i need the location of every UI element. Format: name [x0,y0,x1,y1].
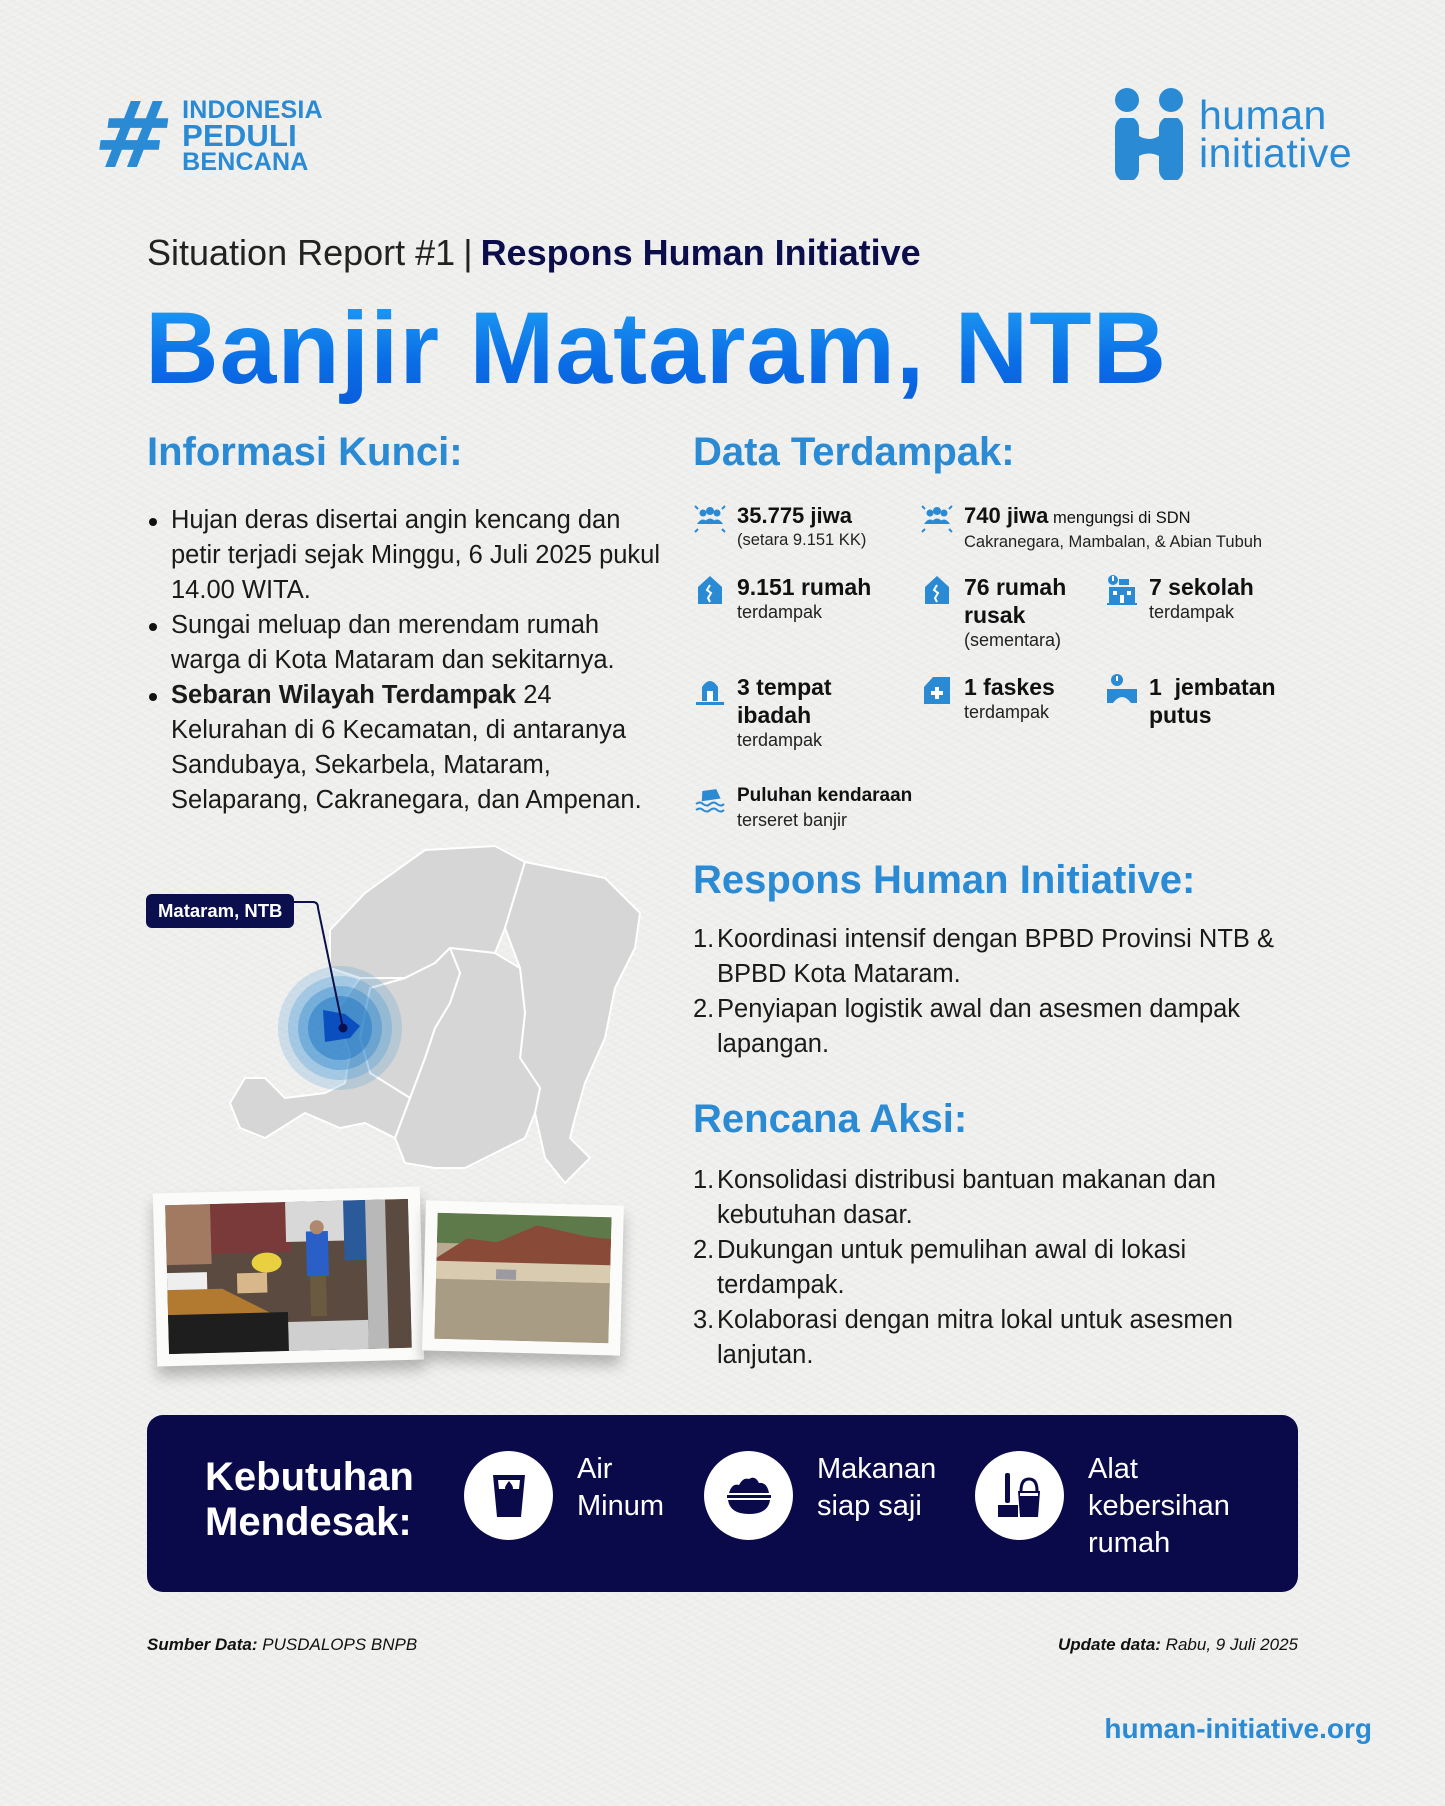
stat-affected-houses: 9.151 rumah terdampak [693,573,871,623]
logo-line-1: INDONESIA [182,96,323,124]
logo-line-2: PEDULI [182,118,297,153]
need-cleaning-tools: Alat kebersihan rumah [975,1451,1230,1562]
affected-data-heading: Data Terdampak: [693,430,1015,474]
photo-image [434,1213,611,1344]
data-source: Sumber Data: PUSDALOPS BNPB [147,1635,418,1654]
people-icon [693,502,727,536]
health-facility-icon [920,673,954,707]
response-item: 2. Penyiapan logistik awal dan asesmen dampak lapangan. [693,995,1241,1058]
action-plan-item: 3. Kolaborasi dengan mitra lokal untuk asesmen lanjutan. [693,1306,1233,1369]
action-plan-item: 1. Konsolidasi distribusi bantuan makanan dan kebutuhan dasar. [693,1166,1216,1229]
need-ready-meals: Makanan siap saji [704,1451,936,1540]
map-location-label: Mataram, NTB [146,894,294,928]
urgent-needs-title: Kebutuhan Mendesak: [205,1455,414,1544]
logo-word-human: human [1199,92,1327,138]
action-plan-heading: Rencana Aksi: [693,1097,968,1141]
stat-schools: 7 sekolah terdampak [1105,573,1254,623]
stat-health-facility: 1 faskes terdampak [920,673,1055,723]
key-info-list [147,503,662,818]
human-initiative-logo [1113,88,1352,180]
food-bowl-icon [724,1476,774,1516]
flood-photo-interior [153,1187,424,1367]
bridge-icon [1105,673,1139,707]
damaged-house-icon [920,573,954,607]
response-heading: Respons Human Initiative: [693,858,1196,902]
response-item: 1. Koordinasi intensif dengan BPBD Provinsi NTB & BPBD Kota Mataram. [693,925,1275,988]
lombok-map [195,838,645,1198]
update-date: Update data: Rabu, 9 Juli 2025 [1057,1635,1298,1654]
stat-damaged-houses: 76 rumah rusak (sementara) [920,573,1090,651]
key-info-item: Hujan deras disertai angin kencang dan petir terjadi sejak Minggu, 6 Juli 2025 pukul 14.00 WITA. [147,503,662,608]
damaged-house-icon [693,573,727,607]
report-subtitle [147,232,921,274]
school-icon [1105,573,1139,607]
need-drinking-water: Air Minum [464,1451,664,1540]
key-info-heading: Informasi Kunci: [147,430,463,474]
stat-evacuees: 740 jiwa mengungsi di SDN Cakranegara, Mambalan, & Abian Tubuh [920,502,1262,553]
action-plan-list [693,1163,1303,1373]
response-list [693,922,1303,1062]
action-plan-item: 2. Dukungan untuk pemulihan awal di lokasi terdampak. [693,1236,1187,1299]
website-link[interactable]: human-initiative.org [1104,1713,1372,1744]
water-glass-icon [489,1473,529,1519]
photo-image [165,1199,412,1354]
flood-photo-street [422,1200,624,1355]
key-info-item: Sungai meluap dan merendam rumah warga di Kota Mataram dan sekitarnya. [147,608,662,678]
stat-vehicles: Puluhan kendaraan terseret banjir [693,782,912,831]
cleaning-tools-icon [996,1471,1044,1521]
page-title: Banjir Mataram, NTB [145,291,1168,405]
subtitle-separator: | [463,232,473,273]
hi-logo-mark-icon [1113,88,1185,180]
stat-broken-bridge: 1 jembatan putus [1105,673,1305,729]
flooded-car-icon [693,782,727,816]
subtitle-report-number: Situation Report #1 [147,232,456,273]
hashtag-icon: # [87,82,180,189]
key-info-item: Sebaran Wilayah Terdampak 24 Kelurahan di 6 Kecamatan, di antaranya Sandubaya, Sekarbela, Mataram, Selaparang, Cakranegara, dan Ampenan. [147,678,662,818]
urgent-needs-banner [147,1415,1298,1592]
people-icon [920,502,954,536]
logo-word-initiative: initiative [1199,130,1353,176]
mosque-icon [693,673,727,707]
stat-affected-people: 35.775 jiwa (setara 9.151 KK) [693,502,866,551]
stat-worship-places: 3 tempat ibadah terdampak [693,673,863,751]
logo-line-3: BENCANA [182,148,309,176]
indonesia-peduli-bencana-logo [87,82,323,189]
subtitle-response: Respons Human Initiative [480,232,921,273]
